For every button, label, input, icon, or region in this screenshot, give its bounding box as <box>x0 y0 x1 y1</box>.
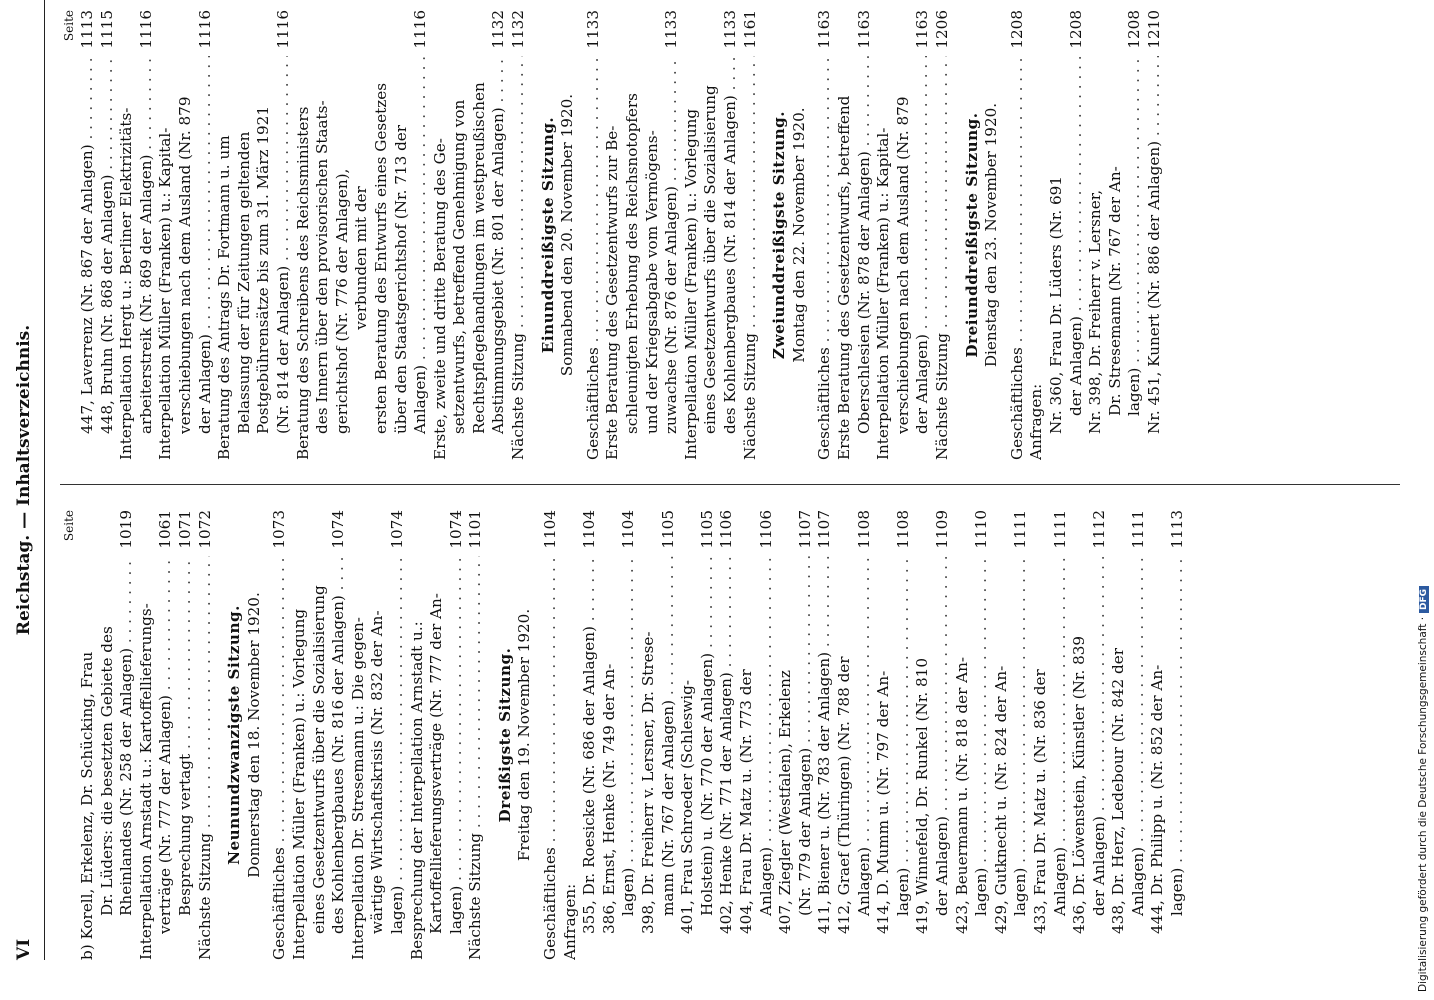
toc-entry-page: 1111 <box>1128 510 1147 549</box>
toc-entry-text: 404, Frau Dr. Matz u. (Nr. 773 der <box>737 669 755 934</box>
toc-entry-text: 355, Dr. Roesicke (Nr. 686 der Anlagen) . . . <box>580 556 600 960</box>
toc-entry-text: 412, Graef (Thüringen) (Nr. 788 der <box>834 656 853 934</box>
toc-entry <box>196 10 216 460</box>
toc-entry <box>270 510 290 960</box>
toc-entry-page: 1107 <box>795 510 814 549</box>
toc-entry <box>1148 510 1168 960</box>
toc-entry <box>78 510 98 960</box>
toc-entry <box>310 510 330 960</box>
toc-entry-text: 436, Dr. Löwenstein, Künstler (Nr. 839 <box>1070 635 1089 934</box>
page-header <box>14 0 40 960</box>
toc-entry <box>855 10 875 460</box>
toc-entry <box>874 10 894 460</box>
toc-entry-page: 1109 <box>932 510 951 549</box>
toc-entry-page: 1208 <box>1066 10 1085 49</box>
toc-entry <box>1011 510 1031 960</box>
toc-entry-text: Besprechung der Interpellation Arnstadt u.: <box>407 621 426 960</box>
toc-entry <box>623 10 643 460</box>
toc-entry-text: 438, Dr. Herz, Ledebour (Nr. 842 der <box>1109 648 1128 934</box>
toc-entry <box>717 510 737 960</box>
toc-entry <box>274 10 294 460</box>
toc-entry-page: 1163 <box>913 10 932 49</box>
toc-entry-text: verschiebungen nach dem Ausland (Nr. 879 <box>175 96 194 434</box>
toc-entry <box>741 10 761 460</box>
toc-entry-text: Geschäftliches . . . <box>1008 56 1028 460</box>
toc-entry <box>639 510 659 960</box>
toc-entry <box>737 510 757 960</box>
session-30-date: Freitag den 19. November 1920. <box>515 608 534 862</box>
toc-entry-page: 1132 <box>509 10 528 49</box>
funding-note <box>1417 2 1433 992</box>
toc-entry-page: 1108 <box>854 510 873 549</box>
toc-entry-text: 414, D. Mumm u. (Nr. 797 der An- <box>874 670 893 934</box>
toc-entry <box>98 510 118 960</box>
toc-entry <box>117 10 137 460</box>
toc-entry-text: verträge (Nr. 777 der Anlagen) . . . <box>156 556 176 960</box>
session-31-date: Sonnabend den 20. November 1920. <box>558 93 577 377</box>
toc-entry <box>894 510 914 960</box>
toc-entry <box>352 10 372 460</box>
toc-entry <box>815 10 835 460</box>
funding-text: Digitalisierung gefördert durch die Deutsche Forschungsgemeinschaft · <box>1417 616 1429 992</box>
session-29-title: Neunundzwanzigste Sitzung. <box>225 605 244 865</box>
toc-entry <box>156 510 176 960</box>
toc-entry <box>1051 510 1071 960</box>
toc-entry-text: lagen) . . . <box>1011 556 1031 960</box>
toc-entry-page: 1104 <box>580 510 599 549</box>
toc-entry-page: 1072 <box>195 510 214 549</box>
toc-entry-text: 444, Dr. Philipp u. (Nr. 852 der An- <box>1148 664 1167 934</box>
toc-entry <box>933 510 953 960</box>
seite-label-right: Seite <box>62 10 76 42</box>
toc-entry <box>427 510 447 960</box>
toc-entry-page: 1133 <box>662 10 681 49</box>
toc-entry-text: 407, Ziegler (Westfalen), Erkelenz <box>776 670 795 934</box>
toc-entry <box>349 510 369 960</box>
toc-entry <box>1027 10 1047 460</box>
toc-entry-text: Oberschlesien (Nr. 878 der Anlagen) . . . <box>855 56 875 460</box>
toc-entry <box>392 10 412 460</box>
toc-entry <box>176 510 196 960</box>
toc-entry <box>584 10 604 460</box>
toc-entry-page: 1116 <box>195 10 214 49</box>
toc-entry <box>1031 510 1051 960</box>
toc-entry-text: verbunden mit der <box>352 186 371 330</box>
toc-entry <box>447 510 467 960</box>
toc-entry-text: (Nr. 814 der Anlagen) . . . <box>274 56 294 460</box>
toc-entry <box>796 510 816 960</box>
toc-entry-text: Besprechung vertagt . . . <box>176 556 196 960</box>
toc-entry <box>580 510 600 960</box>
session-29-date: Donnerstag den 18. November 1920. <box>244 592 263 878</box>
toc-entry-text: Postgebührensätze bis zum 31. März 1921 <box>254 106 273 434</box>
toc-entry-page: 1073 <box>270 510 289 549</box>
toc-entry-page: 1071 <box>175 510 194 549</box>
header-rule <box>44 0 45 960</box>
toc-entry <box>894 10 914 460</box>
toc-entry-text: Anlagen) . . . <box>757 556 777 960</box>
toc-entry <box>701 10 721 460</box>
toc-entry-page: 1208 <box>1007 10 1026 49</box>
toc-entry-text: 448, Bruhn (Nr. 868 der Anlagen) . . . <box>98 56 118 460</box>
toc-entry-text: der Anlagen) . . . <box>1090 556 1110 960</box>
session-33-title: Dreiunddreißigste Sitzung. <box>962 112 981 358</box>
toc-entry-page: 1111 <box>1050 510 1069 549</box>
toc-entry-text: des Kohlenbergbaues (Nr. 816 der Anlagen) . . . <box>329 556 349 960</box>
toc-entry-text: Belassung der für Zeitungen geltenden <box>234 131 253 434</box>
session-32-date: Montag den 22. November 1920. <box>789 107 808 363</box>
page-title: Reichstag. — Inhaltsverzeichnis. <box>14 324 34 636</box>
toc-entry <box>313 10 333 460</box>
toc-entry-text: und der Kriegsabgabe vom Vermögens- <box>642 130 661 434</box>
toc-entry <box>659 510 679 960</box>
toc-entry-page: 1208 <box>1125 10 1144 49</box>
toc-entry-page: 1112 <box>1089 510 1108 549</box>
toc-entry-text: eines Gesetzentwurfs über die Sozialisierung <box>701 85 720 434</box>
toc-entry <box>953 510 973 960</box>
toc-entry-text: der Anlagen) . . . <box>933 556 953 960</box>
toc-entry-page: 1210 <box>1144 10 1163 49</box>
toc-entry-text: arbeiterstreik (Nr. 869 der Anlagen) . . . <box>137 56 157 460</box>
toc-entry-text: Anlagen) . . . <box>411 56 431 460</box>
toc-entry-text: Erste Beratung des Gesetzentwurfs, betreffend <box>834 95 853 460</box>
toc-entry-text: der Anlagen) . . . <box>196 56 216 460</box>
toc-entry <box>1106 10 1126 460</box>
toc-entry <box>294 10 314 460</box>
toc-entry-page: 1105 <box>658 510 677 549</box>
toc-entry <box>388 510 408 960</box>
toc-entry-text: Anlagen) . . . <box>855 556 875 960</box>
toc-entry <box>408 510 428 960</box>
toc-entry-page: 1116 <box>136 10 155 49</box>
toc-entry-text: Interpellation Müller (Franken) u.: Kapital- <box>156 127 175 460</box>
toc-entry <box>662 10 682 460</box>
toc-entry-text: 398, Dr. Freiherr v. Lersner, Dr. Strese- <box>639 631 658 934</box>
seite-label-left: Seite <box>62 510 76 542</box>
toc-entry-page: 1115 <box>97 10 116 49</box>
toc-entry <box>603 10 623 460</box>
toc-entry-text: Dr. Lüders: die besetzten Gebiete des <box>97 626 116 916</box>
toc-entry-text: 423, Beuermann u. (Nr. 818 der An- <box>952 656 971 934</box>
toc-entry-text: Interpellation Müller (Franken) u.: Vorlegung <box>681 108 700 460</box>
toc-entry <box>1090 510 1110 960</box>
toc-entry-text: lagen) . . . <box>1125 56 1145 460</box>
toc-entry <box>815 510 835 960</box>
toc-entry-text: Beratung des Antrags Dr. Fortmann u. um <box>215 135 234 460</box>
toc-entry-text: Nr. 398, Dr. Freiherr v. Lersner, <box>1086 189 1105 434</box>
toc-entry-text: lagen) . . . <box>894 556 914 960</box>
toc-entry-text: 411, Biener u. (Nr. 783 der Anlagen) . . . <box>815 556 835 960</box>
toc-entry <box>470 10 490 460</box>
toc-entry-text: Kartoffellieferungsverträge (Nr. 777 der An- <box>427 593 446 934</box>
toc-entry <box>835 10 855 460</box>
toc-entry-text: Anfragen: <box>1027 383 1046 460</box>
toc-entry <box>431 10 451 460</box>
toc-entry-text: Nr. 360, Frau Dr. Lüders (Nr. 691 <box>1046 176 1065 434</box>
toc-entry <box>619 510 639 960</box>
toc-entry-page: 1111 <box>1011 510 1030 549</box>
toc-entry <box>913 10 933 460</box>
session-31-title: Einunddreißigste Sitzung. <box>538 116 557 354</box>
toc-entry-page: 1206 <box>932 10 951 49</box>
toc-entry-page: 1133 <box>583 10 602 49</box>
toc-entry-text: Nächste Sitzung . . . <box>196 556 216 960</box>
toc-entry-page: 1116 <box>411 10 430 49</box>
toc-entry-page: 1019 <box>117 510 136 549</box>
toc-entry <box>254 10 274 460</box>
toc-entry <box>509 10 529 460</box>
toc-entry <box>215 10 235 460</box>
toc-entry <box>333 10 353 460</box>
right-column <box>60 10 1164 460</box>
toc-entry <box>1129 510 1149 960</box>
session-33-date: Dienstag den 23. November 1920. <box>982 102 1001 368</box>
toc-entry-text: lagen) . . . <box>972 556 992 960</box>
toc-entry-page: 1113 <box>78 10 96 49</box>
toc-entry-page: 1106 <box>717 510 736 549</box>
toc-entry-text: Geschäftliches . . . <box>270 556 290 960</box>
toc-entry <box>1070 510 1090 960</box>
session-30-entries <box>541 510 1188 960</box>
toc-entry-text: lagen) . . . <box>1168 556 1188 960</box>
toc-entry-text: Abstimmungsgebiet (Nr. 801 der Anlagen) . . . <box>489 56 509 460</box>
toc-entry-text: Rechtspflegehandlungen im westpreußischen <box>469 82 488 434</box>
dfg-logo: DFG <box>1419 586 1429 613</box>
toc-entry <box>137 10 157 460</box>
toc-entry-text: Erste Beratung des Gesetzentwurfs zur Be- <box>603 125 622 460</box>
toc-entry <box>874 510 894 960</box>
toc-entry-page: 1101 <box>466 510 485 549</box>
toc-entry-text: der Anlagen) . . . <box>1067 56 1087 460</box>
toc-entry-page: 1133 <box>721 10 739 49</box>
session-31-entries <box>584 10 760 460</box>
toc-entry <box>541 510 561 960</box>
toc-entry-text: des Kohlenbergbaues (Nr. 814 der Anlagen) . . . <box>721 56 741 460</box>
toc-entry <box>933 10 953 460</box>
toc-entry <box>489 10 509 460</box>
toc-entry-page: 1105 <box>697 510 716 549</box>
toc-entry-page: 1104 <box>619 510 638 549</box>
toc-entry-text: Nächste Sitzung . . . <box>933 56 953 460</box>
toc-entry <box>561 510 581 960</box>
session-32-entries <box>815 10 952 460</box>
toc-entry <box>721 10 741 460</box>
toc-entry-text: gerichtshof (Nr. 776 der Anlagen), <box>332 168 351 434</box>
toc-entry <box>972 510 992 960</box>
toc-entry-text: Geschäftliches . . . <box>541 556 561 960</box>
toc-entry <box>372 10 392 460</box>
toc-entry <box>757 510 777 960</box>
column-divider <box>60 484 1400 485</box>
toc-entry-page: 1074 <box>446 510 465 549</box>
toc-entry-page: 1161 <box>740 10 759 49</box>
toc-entry-text: b) Korell, Erkelenz, Dr. Schücking, Frau <box>78 651 96 960</box>
toc-entry-page: 1113 <box>1168 510 1187 549</box>
toc-entry-text: Rheinlandes (Nr. 258 der Anlagen) . . . <box>117 556 137 960</box>
toc-entry-text: Anlagen) . . . <box>1129 556 1149 960</box>
toc-entry-text: Nächste Sitzung . . . <box>466 556 486 960</box>
toc-entry-text: 386, Ernst, Henke (Nr. 749 der An- <box>599 663 618 934</box>
toc-entry-text: Interpellation Müller (Franken) u.: Kapital- <box>874 127 893 460</box>
toc-entry-text: verschiebungen nach dem Ausland (Nr. 879 <box>893 96 912 434</box>
toc-entry <box>1125 10 1145 460</box>
toc-entry <box>1067 10 1087 460</box>
toc-entry-page: 1074 <box>329 510 348 549</box>
session-33-entries <box>1008 10 1165 460</box>
toc-entry-text: Nächste Sitzung . . . <box>509 56 529 460</box>
toc-entry-text: Anfragen: <box>560 883 579 960</box>
toc-entry <box>117 510 137 960</box>
left-top-entries <box>78 510 215 960</box>
toc-entry <box>1109 510 1129 960</box>
toc-entry-text: des Innern über den provisorischen Staats- <box>313 100 332 434</box>
toc-entry <box>992 510 1012 960</box>
toc-entry-text: 402, Henke (Nr. 771 der Anlagen) . . . <box>717 556 737 960</box>
toc-entry-page: 1163 <box>815 10 834 49</box>
toc-entry-text: Interpellation Dr. Stresemann u.: Die gegen- <box>348 617 367 960</box>
toc-entry-text: Interpellation Arnstadt u.: Kartoffellieferungs- <box>136 603 155 960</box>
toc-entry <box>698 510 718 960</box>
toc-entry <box>855 510 875 960</box>
toc-entry <box>1047 10 1067 460</box>
toc-entry-text: setzentwurfs, betreffend Genehmigung von <box>450 99 469 434</box>
toc-entry-text: Nächste Sitzung . . . <box>741 56 761 460</box>
toc-entry-text: Beratung des Schreibens des Reichsministers <box>293 106 312 460</box>
toc-entry-text: Interpellation Müller (Franken) u.: Vorlegung <box>289 608 308 960</box>
toc-entry <box>1168 510 1188 960</box>
toc-entry <box>835 510 855 960</box>
toc-entry-text: Erste, zweite und dritte Beratung des Ge- <box>430 138 449 460</box>
toc-entry-text: Nr. 451, Kunert (Nr. 886 der Anlagen) . . . <box>1145 56 1165 460</box>
toc-entry <box>78 10 98 460</box>
toc-entry <box>1008 10 1028 460</box>
toc-entry-page: 1163 <box>854 10 873 49</box>
toc-entry-text: Holstein) u. (Nr. 770 der Anlagen) . . . <box>698 556 718 960</box>
toc-entry <box>235 10 255 460</box>
toc-entry-text: Geschäftliches . . . <box>815 56 835 460</box>
toc-entry-page: 1106 <box>756 510 775 549</box>
toc-entry <box>678 510 698 960</box>
toc-entry-text: 429, Gutknecht u. (Nr. 824 der An- <box>991 665 1010 934</box>
toc-entry-text: schleunigten Erhebung des Reichsnotopfers <box>623 93 642 434</box>
toc-entry-page: 1104 <box>541 510 560 549</box>
toc-entry-text: eines Gesetzentwurfs über die Sozialisierung <box>309 585 328 934</box>
toc-entry <box>196 510 216 960</box>
right-top-entries <box>78 10 529 460</box>
toc-entry-text: Dr. Stresemann (Nr. 767 der An- <box>1105 166 1124 416</box>
toc-entry-text: der Anlagen) . . . <box>913 56 933 460</box>
left-column <box>60 510 1188 960</box>
toc-entry <box>600 510 620 960</box>
toc-entry-page: 1116 <box>273 10 292 49</box>
toc-entry-text: 401, Frau Schroeder (Schleswig- <box>678 680 697 934</box>
toc-entry-page: 1061 <box>156 510 175 549</box>
toc-entry <box>450 10 470 460</box>
toc-entry-text: lagen) . . . <box>447 556 467 960</box>
toc-entry <box>411 10 431 460</box>
toc-entry-text: zuwachse (Nr. 876 der Anlagen) . . . <box>662 56 682 460</box>
toc-entry-text: Interpellation Hergt u.: Berliner Elektrizitäts- <box>117 107 136 460</box>
toc-entry-text: wärtige Wirtschaftskrisis (Nr. 832 der An- <box>368 610 387 934</box>
session-29-entries <box>270 510 486 960</box>
page-number: VI <box>14 938 34 960</box>
toc-entry-page: 1110 <box>972 510 991 549</box>
toc-entry-text: Geschäftliches . . . <box>584 56 604 460</box>
toc-entry-text: ersten Beratung des Entwurfs eines Gesetzes <box>371 82 390 434</box>
toc-entry <box>137 510 157 960</box>
toc-entry <box>913 510 933 960</box>
toc-entry <box>98 10 118 460</box>
toc-entry <box>156 10 176 460</box>
toc-entry <box>1145 10 1165 460</box>
toc-entry-text: Anlagen) . . . <box>1051 556 1071 960</box>
toc-entry-text: lagen) . . . <box>388 556 408 960</box>
toc-entry-page: 1132 <box>489 10 508 49</box>
toc-entry <box>1086 10 1106 460</box>
toc-entry <box>176 10 196 460</box>
session-32-title: Zweiunddreißigste Sitzung. <box>770 110 789 360</box>
toc-entry-text: mann (Nr. 767 der Anlagen) . . . <box>659 556 679 960</box>
toc-entry <box>290 510 310 960</box>
toc-entry-page: 1074 <box>387 510 406 549</box>
toc-entry-text: 419, Winnefeld, Dr. Runkel (Nr. 810 <box>913 658 932 934</box>
toc-entry-text: 433, Frau Dr. Matz u. (Nr. 836 der <box>1030 669 1049 934</box>
toc-entry <box>329 510 349 960</box>
session-30-title: Dreißigste Sitzung. <box>495 647 514 823</box>
toc-entry-text: 447, Laverrenz (Nr. 867 der Anlagen) . . . <box>78 56 98 460</box>
toc-entry <box>776 510 796 960</box>
toc-entry <box>643 10 663 460</box>
toc-entry-text: lagen) . . . <box>619 556 639 960</box>
toc-entry-text: über den Staatsgerichtshof (Nr. 713 der <box>391 124 410 434</box>
toc-entry <box>368 510 388 960</box>
toc-entry <box>682 10 702 460</box>
toc-entry <box>466 510 486 960</box>
toc-entry-page: 1107 <box>815 510 834 549</box>
toc-entry-text: (Nr. 779 der Anlagen) . . . <box>796 556 816 960</box>
toc-entry-page: 1108 <box>893 510 912 549</box>
